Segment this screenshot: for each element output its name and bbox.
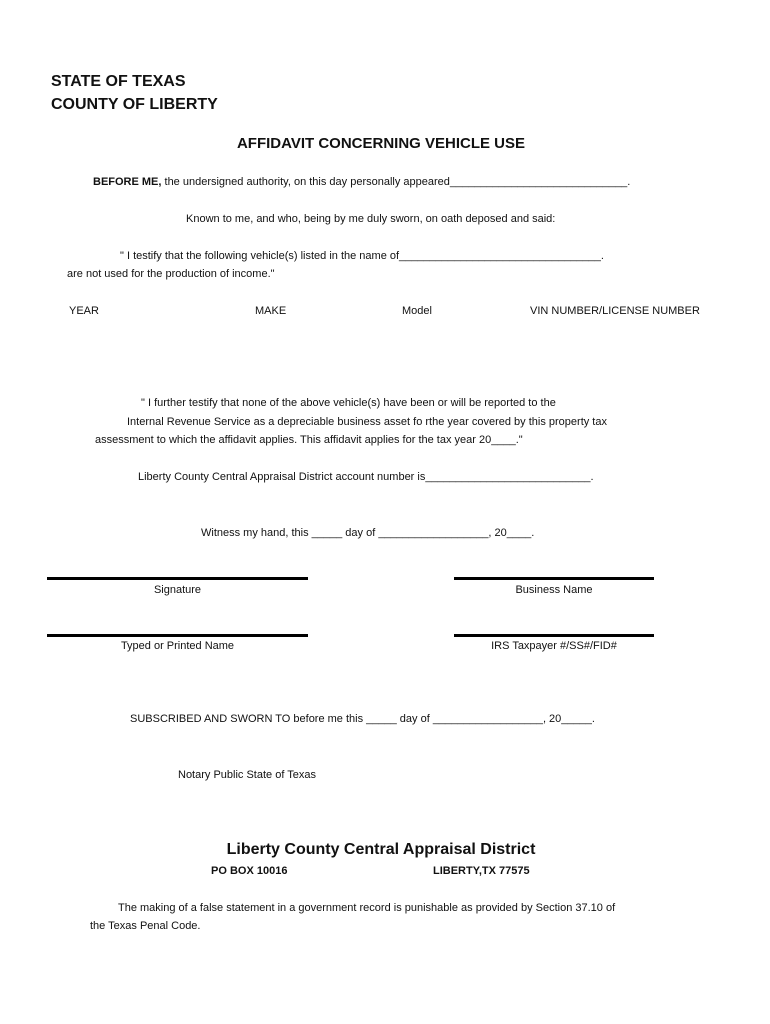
jurisdiction-header — [51, 70, 218, 116]
taxpayer-id-line — [454, 634, 654, 637]
witness-statement: Witness my hand, this _____ day of __________________, 20____. — [201, 527, 535, 539]
column-model: Model — [402, 305, 432, 317]
before-me-statement — [93, 176, 630, 188]
state-label: STATE OF TEXAS — [51, 73, 186, 90]
signature-line — [47, 577, 308, 580]
known-statement: Known to me, and who, being by me duly sworn, on oath deposed and said: — [186, 213, 556, 225]
business-name-label: Business Name — [515, 584, 593, 596]
business-name-line — [454, 577, 654, 580]
document-title: AFFIDAVIT CONCERNING VEHICLE USE — [236, 135, 526, 152]
county-label: COUNTY OF LIBERTY — [51, 96, 218, 113]
district-name: Liberty County Central Appraisal District — [226, 841, 536, 858]
printed-name-label: Typed or Printed Name — [120, 640, 235, 652]
notary-label: Notary Public State of Texas — [178, 769, 316, 781]
printed-name-line — [47, 634, 308, 637]
testify-2-line-1: " I further testify that none of the above vehicle(s) have been or will be reported to the — [141, 397, 556, 409]
column-year: YEAR — [69, 305, 99, 317]
column-make: MAKE — [255, 305, 287, 317]
testify-1-line-2: are not used for the production of income." — [67, 268, 275, 280]
before-me-bold: BEFORE ME, — [93, 176, 162, 188]
po-box: PO BOX 10016 — [211, 865, 288, 877]
city-state-zip: LIBERTY,TX 77575 — [433, 865, 530, 877]
testify-2-line-3: assessment to which the affidavit applies. This affidavit applies for the tax year 20____." — [95, 434, 523, 446]
sworn-statement: SUBSCRIBED AND SWORN TO before me this _____ day of __________________, 20_____. — [130, 713, 595, 725]
taxpayer-id-label: IRS Taxpayer #/SS#/FID# — [491, 640, 617, 652]
account-number-statement: Liberty County Central Appraisal District account number is___________________________. — [138, 471, 594, 483]
column-vin-license: VIN NUMBER/LICENSE NUMBER — [530, 305, 700, 317]
before-me-text: the undersigned authority, on this day personally appeared_____________________________. — [161, 176, 631, 188]
warning-line-1: The making of a false statement in a government record is punishable as provided by Section 37.10 of — [118, 902, 616, 914]
testify-2-line-2: Internal Revenue Service as a depreciable business asset fo rthe year covered by this property tax — [127, 416, 607, 428]
signature-label: Signature — [153, 584, 202, 596]
warning-line-2: the Texas Penal Code. — [90, 920, 201, 932]
testify-1-line-1: " I testify that the following vehicle(s) listed in the name of_________________________________. — [120, 250, 604, 262]
